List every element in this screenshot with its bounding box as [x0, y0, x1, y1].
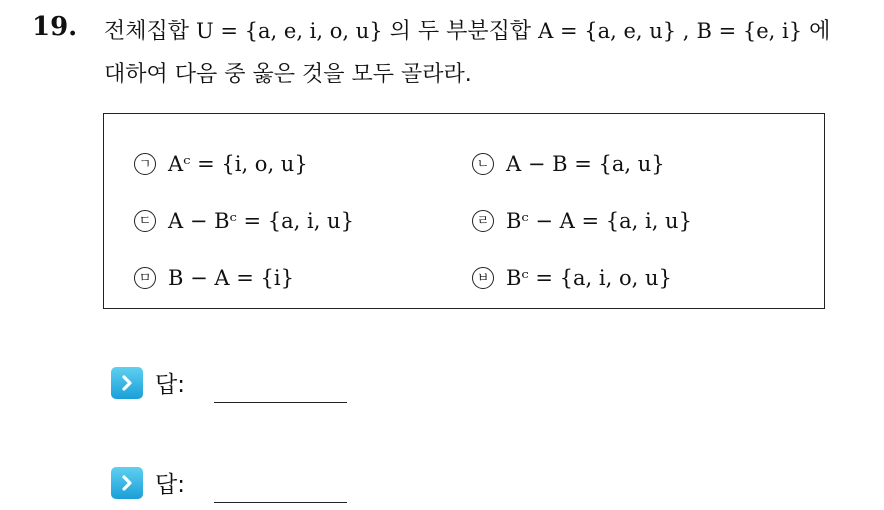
- question-number: 19.: [32, 12, 78, 42]
- answer-blank[interactable]: [214, 502, 347, 503]
- set-b-expr: B = {e, i}: [696, 19, 803, 43]
- choice-expression: B − A = {i}: [168, 266, 294, 290]
- choice-item: [472, 266, 672, 290]
- choice-item: [134, 266, 294, 290]
- circled-marker: ㄱ: [134, 153, 156, 175]
- chevron-right-icon: [111, 467, 143, 499]
- answer-label: 답:: [155, 372, 185, 398]
- answer-label: 답:: [155, 472, 185, 498]
- question-text-line2: 대하여 다음 중 옳은 것을 모두 골라라.: [104, 62, 472, 87]
- answer-row: [111, 466, 185, 499]
- choice-expression: Aᶜ = {i, o, u}: [168, 152, 308, 176]
- choice-expression: A − B = {a, u}: [506, 152, 665, 176]
- circled-marker: ㄷ: [134, 210, 156, 232]
- chevron-right-icon: [111, 367, 143, 399]
- circled-marker: ㅂ: [472, 267, 494, 289]
- choice-expression: Bᶜ = {a, i, o, u}: [506, 266, 672, 290]
- choice-expression: Bᶜ − A = {a, i, u}: [506, 209, 692, 233]
- answer-blank[interactable]: [214, 402, 347, 403]
- circled-marker: ㅁ: [134, 267, 156, 289]
- choice-item: [472, 152, 665, 176]
- question-text-part: 전체집합: [104, 19, 190, 44]
- question-text-part: 에: [809, 19, 831, 44]
- universal-set-expr: U = {a, e, i, o, u}: [196, 19, 383, 43]
- circled-marker: ㄹ: [472, 210, 494, 232]
- answer-row: [111, 366, 185, 399]
- question-text-part: 의 두 부분집합: [389, 19, 532, 44]
- choice-item: [472, 209, 692, 233]
- choice-expression: A − Bᶜ = {a, i, u}: [168, 209, 354, 233]
- circled-marker: ㄴ: [472, 153, 494, 175]
- question-text-line1: [104, 14, 830, 45]
- choice-item: [134, 209, 354, 233]
- set-a-expr: A = {a, e, u} ,: [538, 19, 690, 43]
- choice-item: [134, 152, 308, 176]
